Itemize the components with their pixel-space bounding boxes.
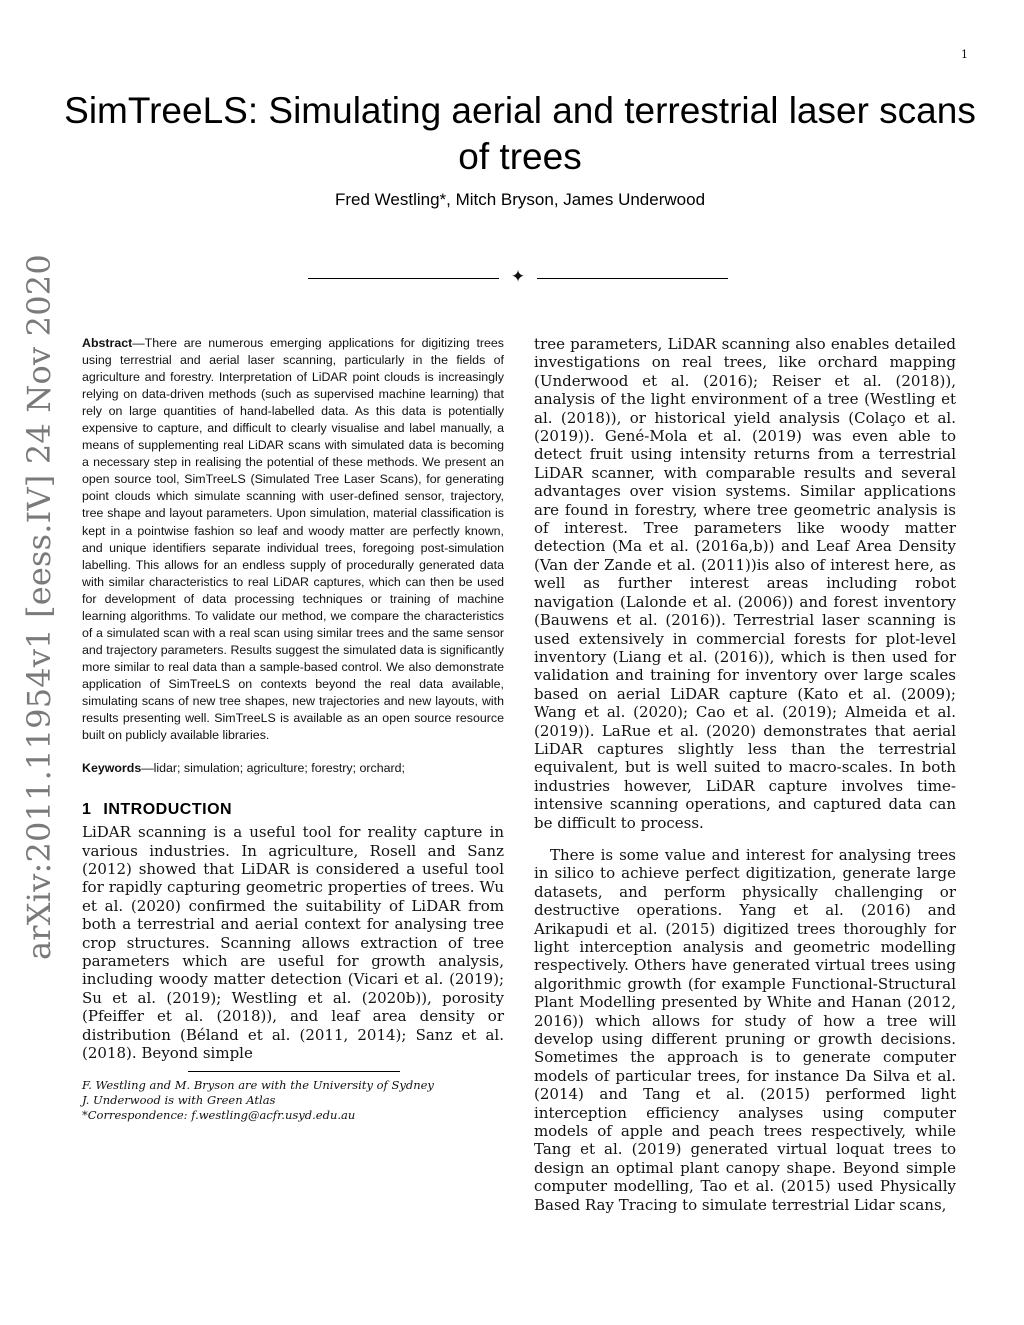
- keywords-label: Keywords: [82, 761, 142, 776]
- divider-rule-left: [308, 278, 499, 279]
- intro-paragraph-left: LiDAR scanning is a useful tool for reality capture in various industries. In agriculture, Rosell and Sanz (2012) showed that LiDAR is considered a useful tool for rapidly capturing geometric properties of trees. Wu et al. (2020) confirmed the suitability of LiDAR from both a terrestrial and aerial context for analysing tree crop structures. Scanning allows extraction of tree parameters which are useful for growth analysis, including woody matter detection (Vicari et al. (2019); Su et al. (2019); Westling et al. (2020b)), porosity (Pfeiffer et al. (2018)), and leaf area density or distribution (Béland et al. (2011, 2014); Sanz et al. (2018). Beyond simple: [82, 823, 504, 1062]
- arxiv-identifier-stamp[interactable]: arXiv:2011.11954v1 [eess.IV] 24 Nov 2020: [20, 254, 58, 960]
- abstract-label: Abstract: [82, 336, 133, 350]
- left-column: [82, 335, 504, 1122]
- keywords: [82, 760, 504, 777]
- footnote-rule: [188, 1071, 400, 1072]
- divider-rule-right: [537, 278, 728, 279]
- intro-paragraph-right: tree parameters, LiDAR scanning also enables detailed investigations on real trees, like orchard mapping (Underwood et al. (2016); Reiser et al. (2018)), analysis of the light environment of a tree (Westling et al. (2018)), or historical yield analysis (Colaço et al. (2019)). Gené-Mola et al. (2019) was even able to detect fruit using intensity returns from a terrestrial LiDAR scanner, with comparable results and several advantages over vision systems. Similar applications are found in forestry, where tree geometric analysis is of interest. Tree parameters like woody matter detection (Ma et al. (2016a,b)) and Leaf Area Density (Van der Zande et al. (2011))is also of interest here, as well as further interest areas including robot navigation (Lalonde et al. (2006)) and forest inventory (Bauwens et al. (2016)). Terrestrial laser scanning is used extensively in commercial forests for plot-level inventory (Liang et al. (2016)), which is then used for validation and training for inventory over large scales based on aerial LiDAR capture (Kato et al. (2009); Wang et al. (2020); Cao et al. (2019); Almeida et al. (2019)). LaRue et al. (2020) demonstrates that aerial LiDAR captures slightly less than the terrestrial equivalent, but is well suited to macro-scales. In both industries however, LiDAR capture involves time-intensive scanning operations, and captured data can be difficult to process.: [534, 335, 956, 832]
- abstract-text: —There are numerous emerging applications for digitizing trees using terrestrial and aerial laser scanning, particularly in the fields of agriculture and forestry. Interpretation of LiDAR point clouds is increasingly relying on data-driven methods (such as supervised machine learning) that rely on large quantities of hand-labelled data. As this data is potentially expensive to capture, and difficult to clearly visualise and label manually, a means of supplementing real LiDAR scans with simulated data is becoming a necessary step in realising the potential of these methods. We present an open source tool, SimTreeLS (Simulated Tree Laser Scans), for generating point clouds which simulate scanning with user-defined sensor, trajectory, tree shape and layout parameters. Upon simulation, material classification is kept in a pointwise fashion so leaf and woody matter are perfectly known, and unique identifiers separate individual trees, foregoing post-simulation labelling. This allows for an endless supply of procedurally generated data with similar characteristics to real LiDAR captures, which can then be used for development of data processing techniques or training of machine learning algorithms. To validate our method, we compare the characteristics of a simulated scan with a real scan using similar trees and the same sensor and trajectory parameters. Results suggest the simulated data is significantly more similar to real data than a sample-based control. We also demonstrate application of SimTreeLS on contexts beyond the real data available, simulating scans of new tree shapes, new trajectories and new layouts, with results presenting well. SimTreeLS is available as an open source resource built on publicly available libraries.: [82, 336, 504, 743]
- right-column: [534, 335, 956, 1214]
- author-list: Fred Westling*, Mitch Bryson, James Underwood: [334, 190, 706, 209]
- footnote-affiliation-1: F. Westling and M. Bryson are with the University of Sydney: [82, 1078, 434, 1093]
- silico-paragraph: There is some value and interest for analysing trees in silico to achieve perfect digitization, generate large datasets, and perform physically challenging or destructive operations. Yang et al. (2016) and Arikapudi et al. (2015) digitized trees thoroughly for light interception analysis and geometric modelling respectively. Others have generated virtual trees using algorithmic growth (for example Functional-Structural Plant Modelling presented by White and Hanan (2012, 2016)) which allows for study of how a tree will develop using different pruning or growth decisions. Sometimes the approach is to generate computer models of particular trees, for instance Da Silva et al. (2014) and Tang et al. (2015) performed light interception efficiency analyses using computer models of apple and peach trees respectively, while Tang et al. (2019) generated virtual loquat trees to design an optimal plant canopy shape. Beyond simple computer modelling, Tao et al. (2015) used Physically Based Ray Tracing to simulate terrestrial Lidar scans,: [534, 845, 956, 1214]
- divider-star-icon: ✦: [510, 267, 526, 287]
- section-number: 1: [82, 801, 92, 819]
- footnote-correspondence: *Correspondence: f.westling@acfr.usyd.edu.au: [82, 1107, 356, 1122]
- footnote-affiliation-2: J. Underwood is with Green Atlas: [82, 1093, 276, 1107]
- keywords-text: —lidar; simulation; agriculture; forestry; orchard;: [141, 761, 405, 776]
- paper-title: SimTreeLS: Simulating aerial and terrestrial laser scans of trees: [64, 90, 976, 177]
- section-title: INTRODUCTION: [103, 801, 233, 819]
- footnotes: [82, 1078, 504, 1122]
- abstract: [82, 335, 504, 744]
- section-heading-introduction: [82, 801, 504, 819]
- title-divider: [308, 269, 728, 287]
- page-number: 1: [961, 48, 968, 61]
